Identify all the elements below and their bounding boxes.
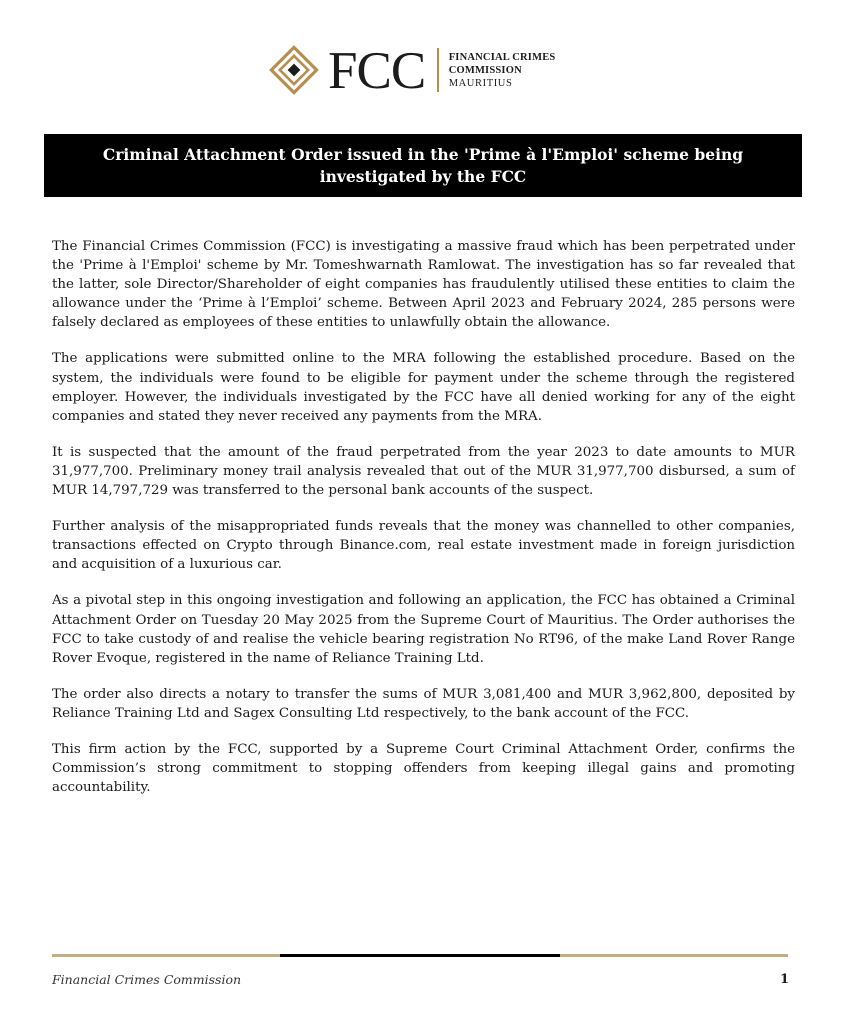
paragraph: The applications were submitted online to the MRA following the established procedure. Based on the system, the individuals were found to be eligible for payment under the scheme through the registered employer. However, the individuals investigated by the FCC have all denied working for any of the eight companies and stated they never received any payments from the MRA. bbox=[52, 351, 795, 424]
fcc-logo-icon bbox=[268, 44, 320, 96]
paragraph: It is suspected that the amount of the fraud perpetrated from the year 2023 to date amounts to MUR 31,977,700. Preliminary money trail analysis revealed that out of the MUR 31,977,700 disbursed, a sum of MUR 14,797,729 was transferred to the personal bank accounts of the suspect. bbox=[52, 444, 795, 499]
page-header bbox=[268, 40, 555, 100]
paragraph: The Financial Crimes Commission (FCC) is investigating a massive fraud which has been perpetrated under the 'Prime à l'Emploi' scheme by Mr. Tomeshwarnath Ramlowat. The investigation has so far revealed that the latter, sole Director/Shareholder of eight companies has fraudulently utilised these entities to claim the allowance under the ‘Prime à l’Emploi’ scheme. Between April 2023 and February 2024, 285 persons were falsely declared as employees of these entities to unlawfully obtain the allowance. bbox=[52, 239, 795, 331]
logo-org-line-3: MAURITIUS bbox=[448, 77, 513, 89]
page-number: 1 bbox=[780, 972, 790, 987]
logo-divider bbox=[437, 48, 439, 92]
title-banner bbox=[44, 134, 802, 197]
title-line-2: investigated by the FCC bbox=[319, 166, 527, 186]
logo-letters: FCC bbox=[328, 41, 426, 100]
paragraph: As a pivotal step in this ongoing investigation and following an application, the FCC has obtained a Criminal Attachment Order on Tuesday 20 May 2025 from the Supreme Court of Mauritius. The Order authorises the FCC to take custody of and realise the vehicle bearing registration No RT96, of the make Land Rover Range Rover Evoque, registered in the name of Reliance Training Ltd. bbox=[52, 593, 795, 666]
title-line-1: Criminal Attachment Order issued in the 'Prime à l'Emploi' scheme being bbox=[102, 144, 744, 164]
footer-rule-accent bbox=[280, 954, 560, 957]
document-title bbox=[103, 144, 743, 188]
logo-org-line-2: COMMISSION bbox=[448, 64, 522, 76]
document-body bbox=[52, 237, 795, 814]
paragraph: This firm action by the FCC, supported by a Supreme Court Criminal Attachment Order, confirms the Commission’s strong commitment to stopping offenders from keeping illegal gains and promoting accountability. bbox=[52, 741, 795, 796]
logo-organisation-name bbox=[449, 51, 556, 90]
footer-org-name: Financial Crimes Commission bbox=[52, 972, 242, 987]
paragraph: The order also directs a notary to transfer the sums of MUR 3,081,400 and MUR 3,962,800, deposited by Reliance Training Ltd and Sagex Consulting Ltd respectively, to the bank account of the FCC. bbox=[52, 686, 795, 721]
logo-org-line-1: FINANCIAL CRIMES bbox=[448, 51, 556, 63]
paragraph: Further analysis of the misappropriated funds reveals that the money was channelled to other companies, transactions effected on Crypto through Binance.com, real estate investment made in foreign jurisdiction and acquisition of a luxurious car. bbox=[52, 519, 795, 573]
